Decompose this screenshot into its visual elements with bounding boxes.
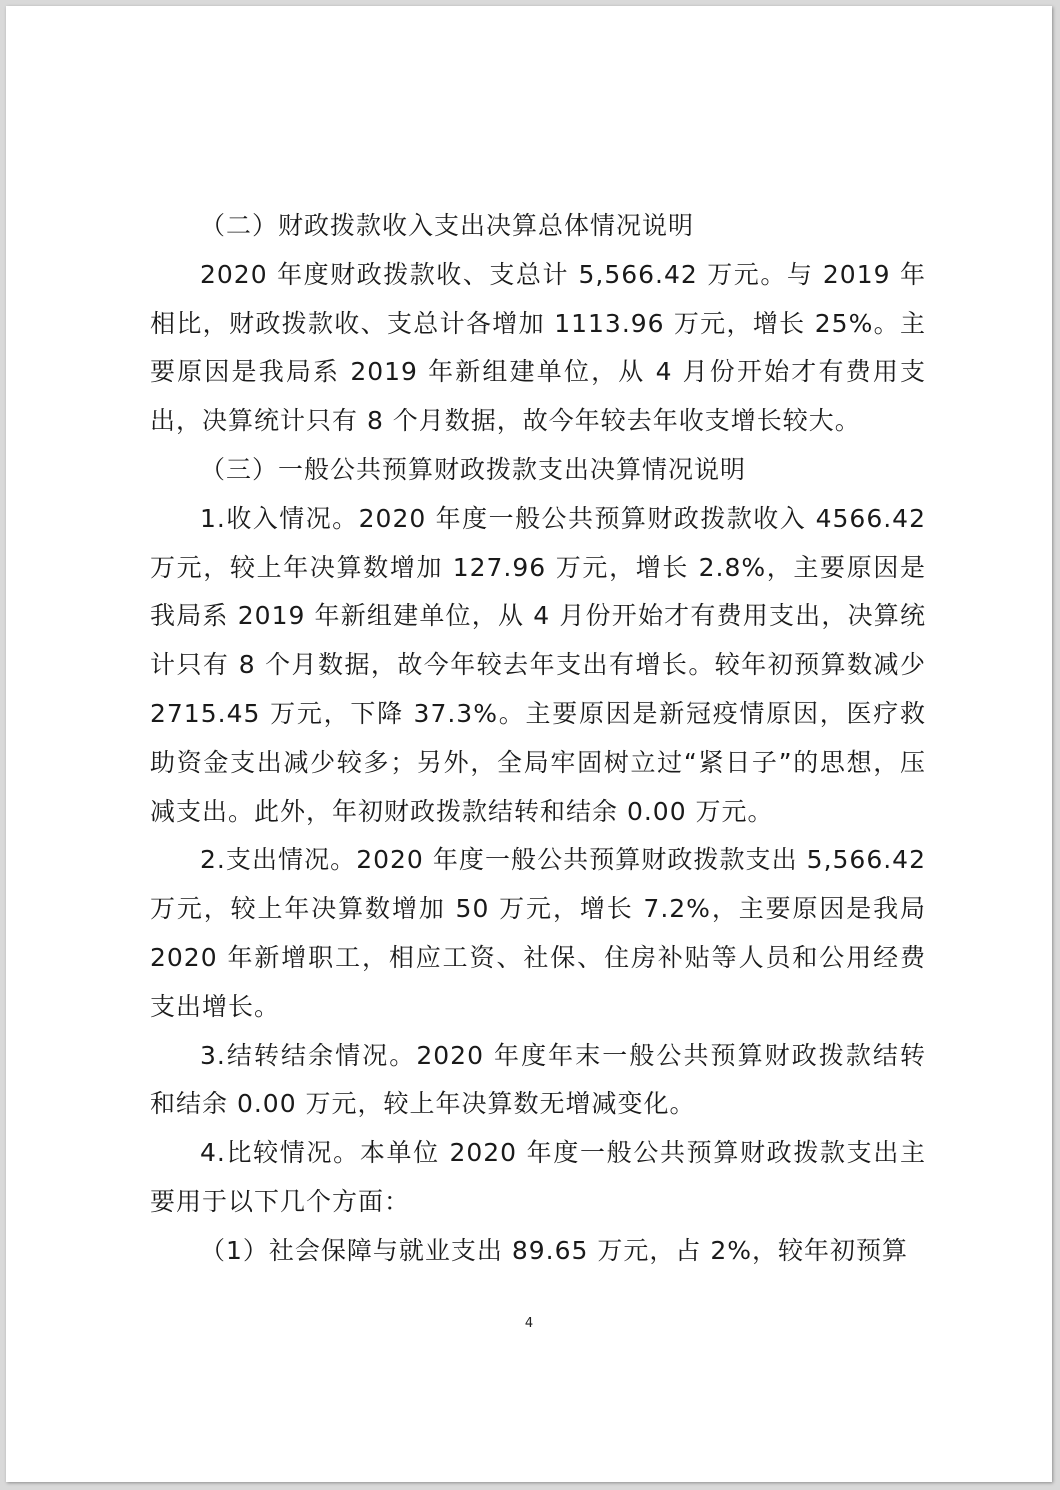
paragraph-social-security: （1）社会保障与就业支出 89.65 万元，占 2%，较年初预算	[200, 1235, 908, 1265]
document-page	[6, 6, 1052, 1482]
section-heading-3: （三）一般公共预算财政拨款支出决算情况说明	[200, 454, 747, 484]
section-heading-2: （二）财政拨款收入支出决算总体情况说明	[200, 211, 695, 240]
paragraph-carryover: 3.结转结余情况。2020 年度年末一般公共预算财政拨款结转和结余 0.00 万元，较上年决算数无增减变化。	[150, 1040, 926, 1119]
paragraph-comparison: 4.比较情况。本单位 2020 年度一般公共预算财政拨款支出主要用于以下几个方面：	[150, 1138, 926, 1216]
document-body	[150, 202, 926, 1276]
paragraph-expenditure: 2.支出情况。2020 年度一般公共预算财政拨款支出 5,566.42 万元，较上年决算数增加 50 万元，增长 7.2%，主要原因是我局 2020 年新增职工，相应工资、社保、住房补贴等人员和公用经费支出增长。	[150, 845, 926, 1021]
paragraph-total-overview: 2020 年度财政拨款收、支总计 5,566.42 万元。与 2019 年相比，财政拨款收、支总计各增加 1113.96 万元，增长 25%。主要原因是我局系 2019 年新组建单位，从 4 月份开始才有费用支出，决算统计只有 8 个月数据，故今年较去年收支增长较大。	[150, 259, 926, 436]
page-number: 4	[524, 1316, 534, 1331]
paragraph-income: 1.收入情况。2020 年度一般公共预算财政拨款收入 4566.42 万元，较上年决算数增加 127.96 万元，增长 2.8%，主要原因是我局系 2019 年新组建单位，从 4 月份开始才有费用支出，决算统计只有 8 个月数据，故今年较去年支出有增长。较年初预算数减少 2715.45 万元，下降 37.3%。主要原因是新冠疫情原因，医疗救助资金支出减少较多；另外，全局牢固树立过“紧日子”的思想，压减支出。此外，年初财政拨款结转和结余 0.00 万元。	[150, 503, 926, 826]
